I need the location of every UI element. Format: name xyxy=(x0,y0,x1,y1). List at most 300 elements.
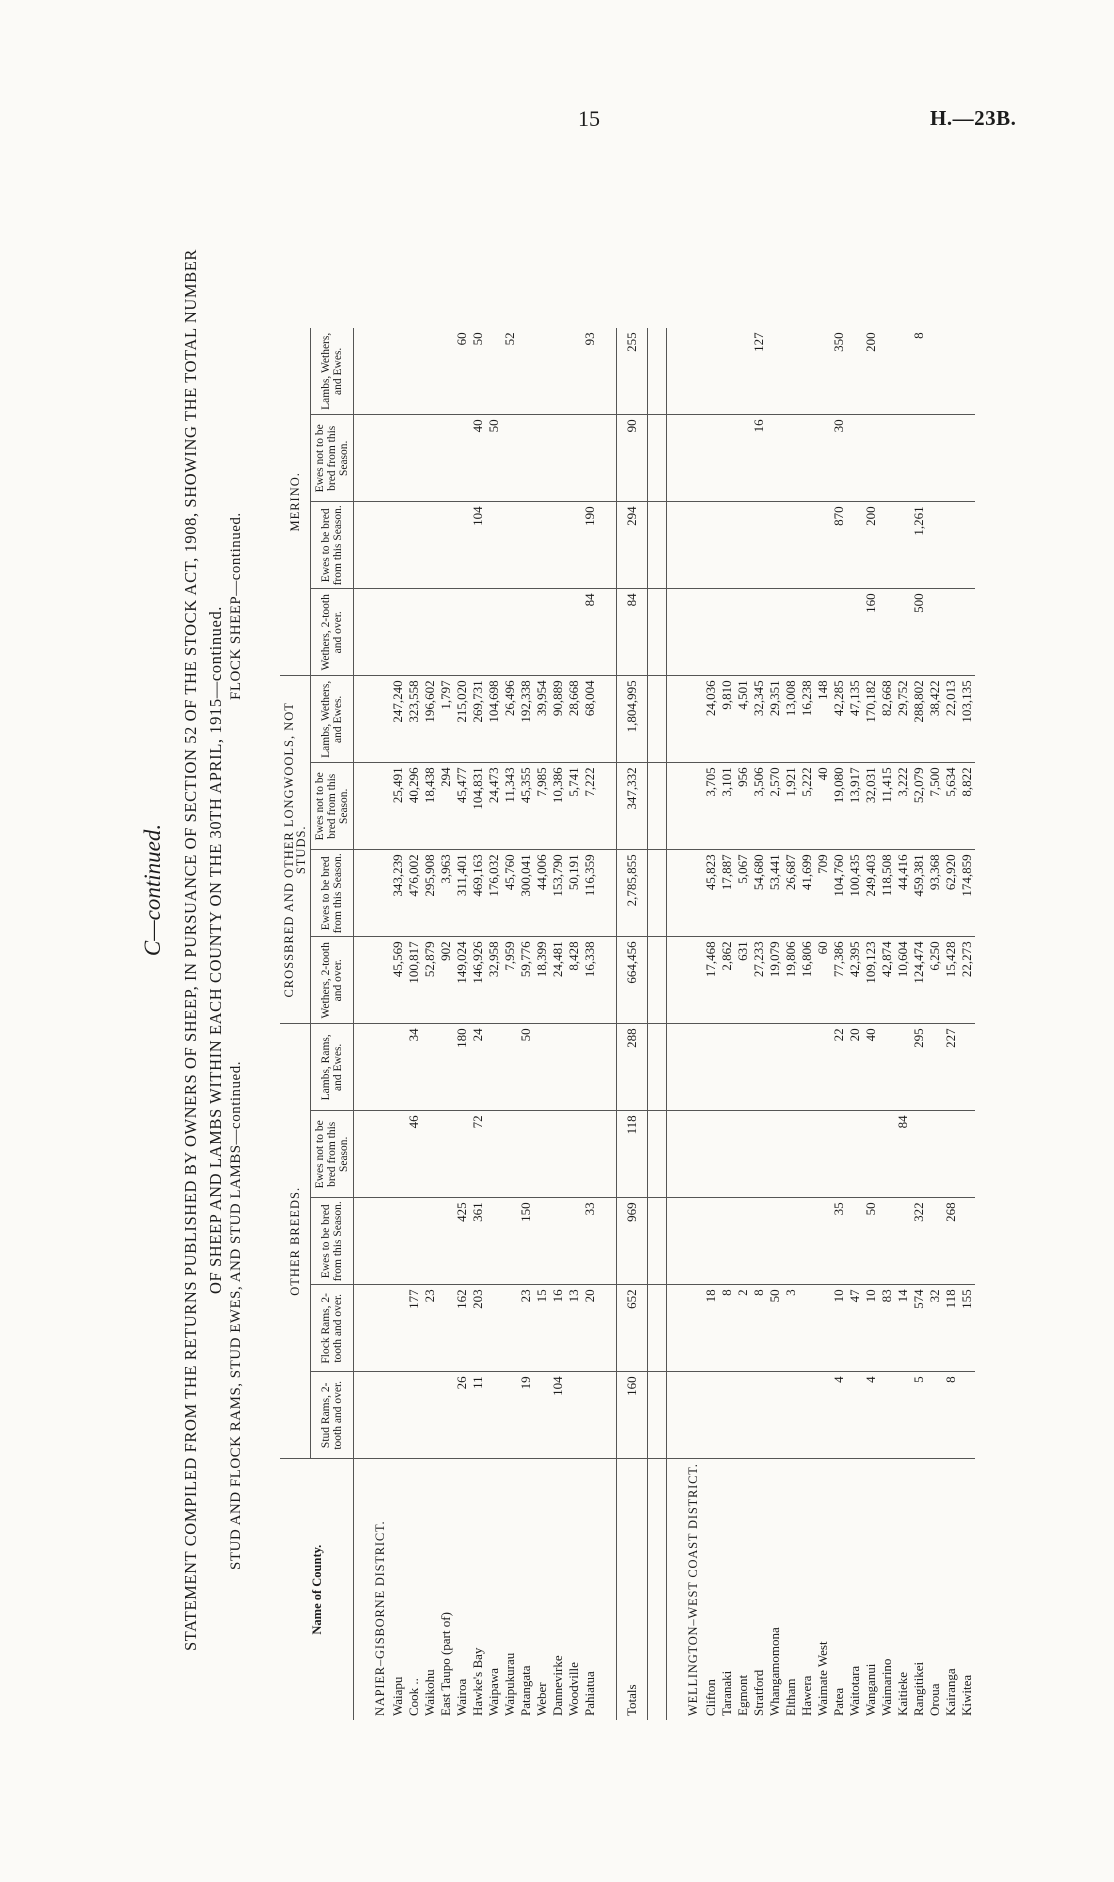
table-cell xyxy=(566,1111,582,1198)
blank-cell xyxy=(667,328,704,415)
county-name: Waimarino xyxy=(879,1658,894,1716)
table-cell xyxy=(959,1111,975,1198)
table-cell xyxy=(783,589,799,676)
table-cell: 32,345 xyxy=(751,676,767,763)
table-cell xyxy=(719,328,735,415)
table-row xyxy=(799,328,815,1720)
table-cell xyxy=(438,1111,454,1198)
blank-cell xyxy=(354,937,391,1024)
table-cell: 4 xyxy=(831,1372,847,1459)
table-cell: 7,222 xyxy=(582,763,598,850)
table-cell: 26,496 xyxy=(502,676,518,763)
table-cell xyxy=(438,1372,454,1459)
table-cell xyxy=(815,589,831,676)
table-cell xyxy=(534,1111,550,1198)
table-row xyxy=(454,328,470,1720)
table-cell: 268 xyxy=(943,1198,959,1285)
table-cell xyxy=(719,1372,735,1459)
table-cell xyxy=(518,589,534,676)
table-cell xyxy=(703,502,719,589)
blank-cell xyxy=(598,1198,617,1285)
county-name: Weber xyxy=(534,1682,549,1716)
table-cell xyxy=(582,1372,598,1459)
table-cell xyxy=(959,328,975,415)
table-cell xyxy=(719,1111,735,1198)
table-cell: 174,859 xyxy=(959,850,975,937)
table-cell: 40 xyxy=(470,415,486,502)
col-header-m-ewes-not-bred: Ewes not to be bred from this Season. xyxy=(311,415,354,502)
table-cell xyxy=(438,589,454,676)
table-cell: 45,355 xyxy=(518,763,534,850)
totals-cell: 969 xyxy=(617,1198,648,1285)
blank-cell xyxy=(598,850,617,937)
table-row xyxy=(486,328,502,1720)
table-cell xyxy=(566,1024,582,1111)
table-cell xyxy=(751,1372,767,1459)
table-cell: 17,468 xyxy=(703,937,719,1024)
table-cell xyxy=(422,1111,438,1198)
table-cell: 53,441 xyxy=(767,850,783,937)
table-cell xyxy=(534,328,550,415)
table-cell xyxy=(703,1111,719,1198)
table-cell xyxy=(390,415,406,502)
table-cell: 870 xyxy=(831,502,847,589)
county-name: Kairanga xyxy=(943,1668,958,1716)
table-row xyxy=(767,328,783,1720)
blank-cell xyxy=(648,763,667,850)
table-cell: 118,508 xyxy=(879,850,895,937)
table-row xyxy=(566,328,582,1720)
blank-cell xyxy=(648,415,667,502)
table-cell: 47,135 xyxy=(847,676,863,763)
table-cell: 3,222 xyxy=(895,763,911,850)
table-row xyxy=(863,328,879,1720)
table-cell xyxy=(438,1024,454,1111)
table-cell: 4 xyxy=(863,1372,879,1459)
table-row xyxy=(735,328,751,1720)
table-cell xyxy=(550,415,566,502)
blank-cell xyxy=(667,1198,704,1285)
county-name: Eltham xyxy=(783,1678,798,1716)
table-cell: 22,013 xyxy=(943,676,959,763)
table-cell: 148 xyxy=(815,676,831,763)
table-cell: 44,006 xyxy=(534,850,550,937)
table-cell: 25,491 xyxy=(390,763,406,850)
table-cell: 24 xyxy=(470,1024,486,1111)
table-cell: 162 xyxy=(454,1285,470,1372)
table-cell xyxy=(502,1285,518,1372)
table-cell xyxy=(783,415,799,502)
table-cell xyxy=(767,589,783,676)
table-cell: 35 xyxy=(831,1198,847,1285)
table-cell xyxy=(751,1111,767,1198)
county-name: Taranaki xyxy=(719,1670,734,1716)
table-cell: 50 xyxy=(767,1285,783,1372)
table-cell: 33 xyxy=(582,1198,598,1285)
table-cell: 322 xyxy=(911,1198,927,1285)
table-cell xyxy=(959,1372,975,1459)
table-cell: 10 xyxy=(831,1285,847,1372)
table-cell xyxy=(815,328,831,415)
table-cell xyxy=(486,1024,502,1111)
table-cell: 902 xyxy=(438,937,454,1024)
table-cell: 153,790 xyxy=(550,850,566,937)
table-cell: 190 xyxy=(582,502,598,589)
table-cell: 311,401 xyxy=(454,850,470,937)
table-row xyxy=(815,328,831,1720)
table-cell: 3,963 xyxy=(438,850,454,937)
table-cell xyxy=(454,589,470,676)
table-cell xyxy=(783,1372,799,1459)
table-cell: 93,368 xyxy=(927,850,943,937)
table-row xyxy=(390,328,406,1720)
table-cell: 361 xyxy=(470,1198,486,1285)
table-cell: 19,079 xyxy=(767,937,783,1024)
table-cell xyxy=(815,1024,831,1111)
table-cell: 84 xyxy=(582,589,598,676)
table-cell: 8,822 xyxy=(959,763,975,850)
county-name: Stratford xyxy=(751,1669,766,1716)
table-cell xyxy=(486,1198,502,1285)
col-header-lambs-rams-ewes: Lambs, Rams, and Ewes. xyxy=(311,1024,354,1111)
blank-cell xyxy=(648,1024,667,1111)
blank-cell xyxy=(598,763,617,850)
table-cell xyxy=(815,1198,831,1285)
table-cell: 24,481 xyxy=(550,937,566,1024)
table-cell: 52,079 xyxy=(911,763,927,850)
col-header-cb-ewes-not-bred: Ewes not to be bred from this Season. xyxy=(311,763,354,850)
table-cell xyxy=(815,415,831,502)
table-cell xyxy=(847,502,863,589)
district-name: NAPIER–GISBORNE DISTRICT. xyxy=(373,1520,387,1716)
district-heading-row xyxy=(354,328,391,1720)
table-cell: 15,428 xyxy=(943,937,959,1024)
table-cell xyxy=(406,1198,422,1285)
table-cell: 215,020 xyxy=(454,676,470,763)
table-cell: 631 xyxy=(735,937,751,1024)
table-cell xyxy=(438,328,454,415)
table-cell: 60 xyxy=(454,328,470,415)
table-cell xyxy=(959,415,975,502)
col-header-m-wethers: Wethers, 2-tooth and over. xyxy=(311,589,354,676)
table-cell xyxy=(767,502,783,589)
table-cell: 10,604 xyxy=(895,937,911,1024)
table-cell: 15 xyxy=(534,1285,550,1372)
table-cell xyxy=(534,1198,550,1285)
county-name: Patea xyxy=(831,1687,846,1716)
table-row xyxy=(959,328,975,1720)
table-cell xyxy=(534,1024,550,1111)
table-cell: 19,080 xyxy=(831,763,847,850)
table-cell xyxy=(566,328,582,415)
table-cell: 30 xyxy=(831,415,847,502)
table-cell: 28,668 xyxy=(566,676,582,763)
table-cell xyxy=(751,589,767,676)
table-cell: 27,233 xyxy=(751,937,767,1024)
table-cell xyxy=(534,1372,550,1459)
table-cell xyxy=(566,589,582,676)
subtitle-flock: FLOCK SHEEP—continued. xyxy=(228,512,244,700)
table-cell: 2,570 xyxy=(767,763,783,850)
table-cell xyxy=(799,328,815,415)
table-cell xyxy=(895,415,911,502)
table-cell xyxy=(719,502,735,589)
table-cell: 10,386 xyxy=(550,763,566,850)
table-row xyxy=(582,328,598,1720)
table-cell: 11 xyxy=(470,1372,486,1459)
table-cell: 8 xyxy=(911,328,927,415)
table-cell xyxy=(831,1111,847,1198)
table-cell xyxy=(703,1372,719,1459)
table-cell: 29,752 xyxy=(895,676,911,763)
table-cell xyxy=(719,1024,735,1111)
table-cell: 42,874 xyxy=(879,937,895,1024)
table-cell xyxy=(582,1024,598,1111)
table-cell: 68,004 xyxy=(582,676,598,763)
table-cell: 14 xyxy=(895,1285,911,1372)
table-cell: 200 xyxy=(863,328,879,415)
table-cell xyxy=(719,1198,735,1285)
table-cell xyxy=(550,1111,566,1198)
table-cell xyxy=(390,1198,406,1285)
totals-row xyxy=(617,328,648,1720)
table-cell: 3 xyxy=(783,1285,799,1372)
blank-cell xyxy=(354,415,391,502)
table-cell: 13 xyxy=(566,1285,582,1372)
table-cell: 2,862 xyxy=(719,937,735,1024)
subtitle-stud: STUD AND FLOCK RAMS, STUD EWES, AND STUD LAMBS—continued. xyxy=(228,1061,244,1570)
table-cell xyxy=(486,502,502,589)
table-cell: 160 xyxy=(863,589,879,676)
table-cell: 22,273 xyxy=(959,937,975,1024)
table-cell xyxy=(943,415,959,502)
table-cell: 18,438 xyxy=(422,763,438,850)
county-name: Oroua xyxy=(927,1683,942,1716)
table-cell xyxy=(390,1372,406,1459)
table-cell: 8 xyxy=(719,1285,735,1372)
table-cell xyxy=(927,502,943,589)
table-cell xyxy=(959,1198,975,1285)
table-cell xyxy=(735,1111,751,1198)
table-cell xyxy=(799,502,815,589)
table-cell: 20 xyxy=(582,1285,598,1372)
table-cell xyxy=(815,1111,831,1198)
table-cell xyxy=(751,502,767,589)
table-cell: 150 xyxy=(518,1198,534,1285)
table-cell xyxy=(927,589,943,676)
group-merino: MERINO. xyxy=(280,328,311,676)
table-cell xyxy=(847,1198,863,1285)
blank-cell xyxy=(354,850,391,937)
table-cell: 84 xyxy=(895,1111,911,1198)
table-cell: 323,558 xyxy=(406,676,422,763)
totals-cell: 84 xyxy=(617,589,648,676)
table-cell xyxy=(502,589,518,676)
table-cell xyxy=(703,589,719,676)
statement-title xyxy=(178,120,228,1780)
table-cell xyxy=(799,415,815,502)
table-cell xyxy=(767,1024,783,1111)
table-cell: 574 xyxy=(911,1285,927,1372)
table-cell xyxy=(767,328,783,415)
table-cell: 54,680 xyxy=(751,850,767,937)
table-cell: 18 xyxy=(703,1285,719,1372)
table-cell: 8,428 xyxy=(566,937,582,1024)
table-cell: 29,351 xyxy=(767,676,783,763)
blank-cell xyxy=(354,676,391,763)
table-cell xyxy=(422,415,438,502)
table-cell: 44,416 xyxy=(895,850,911,937)
table-cell: 40 xyxy=(815,763,831,850)
county-name: Patangata xyxy=(518,1665,533,1716)
table-cell: 1,797 xyxy=(438,676,454,763)
totals-cell: 652 xyxy=(617,1285,648,1372)
table-row xyxy=(895,328,911,1720)
table-cell xyxy=(390,328,406,415)
table-cell xyxy=(799,1372,815,1459)
table-cell: 45,569 xyxy=(390,937,406,1024)
table-cell xyxy=(943,1111,959,1198)
table-cell: 196,602 xyxy=(422,676,438,763)
county-name: Egmont xyxy=(735,1674,750,1716)
table-cell xyxy=(703,1024,719,1111)
county-name: Hawera xyxy=(799,1675,814,1716)
table-cell xyxy=(422,1024,438,1111)
title-line-1: STATEMENT COMPILED FROM THE RETURNS PUBLISHED BY OWNERS OF SHEEP, IN PURSUANCE OF SECTION 52 OF THE STOCK ACT, 1908, SHOWING THE TOTAL NUMBER xyxy=(181,248,200,1652)
table-cell xyxy=(927,1198,943,1285)
table-cell xyxy=(566,1372,582,1459)
table-cell xyxy=(518,1111,534,1198)
table-cell: 50 xyxy=(518,1024,534,1111)
table-cell: 5,634 xyxy=(943,763,959,850)
table-row xyxy=(518,328,534,1720)
totals-label: Totals xyxy=(617,1459,648,1720)
table-cell: 90,889 xyxy=(550,676,566,763)
table-cell: 7,985 xyxy=(534,763,550,850)
blank-cell xyxy=(667,502,704,589)
county-name: Hawke's Bay xyxy=(470,1647,485,1716)
table-cell xyxy=(879,1024,895,1111)
table-cell: 249,403 xyxy=(863,850,879,937)
table-row xyxy=(847,328,863,1720)
table-row xyxy=(438,328,454,1720)
table-cell xyxy=(799,1198,815,1285)
table-cell xyxy=(735,589,751,676)
table-cell xyxy=(422,502,438,589)
totals-cell: 664,456 xyxy=(617,937,648,1024)
table-cell xyxy=(847,1372,863,1459)
table-cell: 459,381 xyxy=(911,850,927,937)
blank-cell xyxy=(667,1024,704,1111)
table-cell: 109,123 xyxy=(863,937,879,1024)
table-row xyxy=(879,328,895,1720)
table-cell: 227 xyxy=(943,1024,959,1111)
table-cell: 32,031 xyxy=(863,763,879,850)
totals-cell: 294 xyxy=(617,502,648,589)
table-cell xyxy=(582,1111,598,1198)
county-name: Wairoa xyxy=(454,1678,469,1716)
blank-cell xyxy=(354,1198,391,1285)
table-cell: 5,741 xyxy=(566,763,582,850)
table-cell xyxy=(390,502,406,589)
table-cell xyxy=(735,415,751,502)
county-name: Waitotara xyxy=(847,1665,862,1716)
blank-cell xyxy=(354,589,391,676)
blank-cell xyxy=(354,328,391,415)
county-name: Waiapu xyxy=(390,1676,405,1716)
table-cell xyxy=(895,1198,911,1285)
blank-cell xyxy=(648,676,667,763)
table-cell xyxy=(566,502,582,589)
table-cell: 269,731 xyxy=(470,676,486,763)
totals-cell: 160 xyxy=(617,1372,648,1459)
table-cell xyxy=(550,1024,566,1111)
table-cell: 124,474 xyxy=(911,937,927,1024)
table-cell: 45,760 xyxy=(502,850,518,937)
table-cell xyxy=(783,1198,799,1285)
blank-cell xyxy=(648,1372,667,1459)
table-cell: 8 xyxy=(943,1372,959,1459)
title-line-2: OF SHEEP AND LAMBS WITHIN EACH COUNTY ON THE 30TH APRIL, 1915—continued. xyxy=(206,605,225,1295)
table-cell xyxy=(879,502,895,589)
table-cell: 350 xyxy=(831,328,847,415)
group-crossbred: CROSSBRED AND OTHER LONGWOOLS, NOT STUDS. xyxy=(280,676,311,1024)
table-cell xyxy=(959,502,975,589)
table-cell xyxy=(831,589,847,676)
table-cell xyxy=(959,1024,975,1111)
table-row xyxy=(534,328,550,1720)
table-cell: 19,806 xyxy=(783,937,799,1024)
table-cell: 34 xyxy=(406,1024,422,1111)
table-cell: 104,760 xyxy=(831,850,847,937)
blank-cell xyxy=(598,1024,617,1111)
blank-cell xyxy=(648,937,667,1024)
county-name: East Taupo (part of) xyxy=(438,1612,453,1716)
totals-cell: 255 xyxy=(617,328,648,415)
table-cell xyxy=(783,1111,799,1198)
table-cell xyxy=(927,1111,943,1198)
table-cell: 4,501 xyxy=(735,676,751,763)
col-header-m-ewes-bred: Ewes to be bred from this Season. xyxy=(311,502,354,589)
table-cell: 176,032 xyxy=(486,850,502,937)
blank-cell xyxy=(598,415,617,502)
table-cell: 288,802 xyxy=(911,676,927,763)
table-cell: 32 xyxy=(927,1285,943,1372)
table-cell: 72 xyxy=(470,1111,486,1198)
continued-heading: C—continued. xyxy=(140,823,165,957)
col-header-cb-ewes-bred: Ewes to be bred from this Season. xyxy=(311,850,354,937)
table-row xyxy=(502,328,518,1720)
group-other-breeds: OTHER BREEDS. xyxy=(280,1024,311,1459)
table-cell xyxy=(879,589,895,676)
totals-cell: 90 xyxy=(617,415,648,502)
table-cell: 16 xyxy=(550,1285,566,1372)
county-name: Wanganui xyxy=(863,1663,878,1716)
table-cell: 13,917 xyxy=(847,763,863,850)
table-row xyxy=(783,328,799,1720)
col-header-m-lambs: Lambs, Wethers, and Ewes. xyxy=(311,328,354,415)
table-cell xyxy=(879,1111,895,1198)
table-cell: 42,395 xyxy=(847,937,863,1024)
table-cell xyxy=(767,1372,783,1459)
table-cell: 295,908 xyxy=(422,850,438,937)
table-cell: 5,222 xyxy=(799,763,815,850)
table-cell xyxy=(959,589,975,676)
blank-cell xyxy=(354,1285,391,1372)
table-cell: 16,806 xyxy=(799,937,815,1024)
table-cell: 9,810 xyxy=(719,676,735,763)
rotated-page-content xyxy=(140,20,1068,1780)
